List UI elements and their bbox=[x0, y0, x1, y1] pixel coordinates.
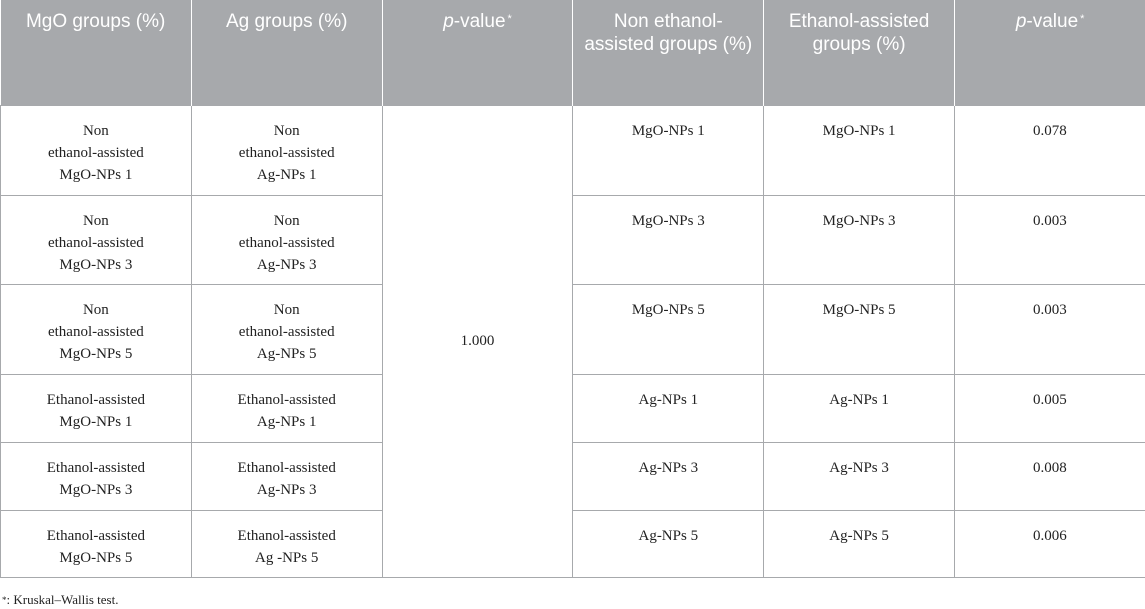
cell-mgo-group bbox=[1, 442, 192, 510]
table-row bbox=[1, 284, 1145, 374]
cell-p-value: 0.003 bbox=[954, 195, 1145, 284]
table-row bbox=[1, 442, 1145, 510]
cell-mgo-group-line: MgO-NPs 3 bbox=[59, 481, 133, 498]
cell-p-value: 0.006 bbox=[954, 510, 1145, 577]
header-p-sup: * bbox=[507, 13, 512, 25]
cell-mgo-group bbox=[1, 374, 192, 442]
cell-ag-group-line: Ag-NPs 3 bbox=[256, 256, 317, 273]
cell-ag-group-line: Ethanol-assisted bbox=[237, 391, 336, 408]
header-p-value-2 bbox=[954, 0, 1145, 105]
header-non-ethanol-groups bbox=[573, 0, 764, 105]
cell-p-value: 0.003 bbox=[954, 284, 1145, 374]
cell-mgo-group-line: Non bbox=[82, 301, 109, 318]
cell-p-value: 0.005 bbox=[954, 374, 1145, 442]
header-p-italic: p bbox=[443, 11, 454, 32]
cell-mgo-group bbox=[1, 510, 192, 577]
header-p2-text: -value bbox=[1026, 11, 1079, 32]
cell-ag-group-line: Ag-NPs 5 bbox=[256, 345, 317, 362]
cell-p-value: 0.008 bbox=[954, 442, 1145, 510]
cell-non-ethanol-group: MgO-NPs 5 bbox=[573, 284, 764, 374]
header-p2-sup: * bbox=[1080, 13, 1085, 25]
cell-mgo-group-line: Ethanol-assisted bbox=[46, 391, 146, 408]
cell-ag-group-line: Ag -NPs 5 bbox=[255, 549, 319, 566]
cell-ag-group-line: Ethanol-assisted bbox=[237, 459, 336, 476]
cell-non-ethanol-group: Ag-NPs 1 bbox=[573, 374, 764, 442]
table-row bbox=[1, 374, 1145, 442]
footnote-sup: * bbox=[2, 595, 7, 605]
table-row bbox=[1, 195, 1145, 284]
header-p-value-1 bbox=[382, 0, 573, 105]
cell-ag-group bbox=[191, 374, 382, 442]
cell-ag-group-line: Ag-NPs 3 bbox=[256, 481, 317, 498]
cell-mgo-group-line: MgO-NPs 5 bbox=[59, 549, 133, 566]
header-non-ethanol-text: Non ethanol-assisted groups (%) bbox=[584, 11, 753, 55]
cell-mgo-group-line: ethanol-assisted bbox=[47, 144, 144, 161]
cell-mgo-group-line: Non bbox=[82, 212, 109, 229]
cell-mgo-group-line: ethanol-assisted bbox=[47, 323, 144, 340]
header-mgo-groups-text: MgO groups (%) bbox=[25, 11, 166, 32]
cell-non-ethanol-group: MgO-NPs 1 bbox=[573, 105, 764, 195]
table-body bbox=[1, 105, 1145, 577]
header-ethanol-text: Ethanol-assisted groups (%) bbox=[788, 11, 930, 55]
cell-mgo-group-line: MgO-NPs 3 bbox=[59, 256, 133, 273]
cell-ag-group-line: Non bbox=[273, 212, 300, 229]
cell-ag-group bbox=[191, 105, 382, 195]
cell-mgo-group-line: Ethanol-assisted bbox=[46, 459, 146, 476]
cell-ag-group bbox=[191, 442, 382, 510]
cell-mgo-group bbox=[1, 284, 192, 374]
header-row bbox=[1, 0, 1145, 105]
footnote-text: : Kruskal–Wallis test. bbox=[6, 592, 119, 607]
cell-mgo-group-line: MgO-NPs 1 bbox=[59, 413, 133, 430]
cell-ag-group bbox=[191, 284, 382, 374]
cell-ag-group-line: Ag-NPs 1 bbox=[256, 166, 317, 183]
cell-non-ethanol-group: Ag-NPs 5 bbox=[573, 510, 764, 577]
table-footnote bbox=[2, 592, 118, 608]
cell-ag-group-line: ethanol-assisted bbox=[238, 144, 335, 161]
cell-ethanol-group: Ag-NPs 3 bbox=[764, 442, 955, 510]
cell-ethanol-group: Ag-NPs 1 bbox=[764, 374, 955, 442]
cell-ethanol-group: MgO-NPs 5 bbox=[764, 284, 955, 374]
cell-non-ethanol-group: Ag-NPs 3 bbox=[573, 442, 764, 510]
header-p2-italic: p bbox=[1015, 11, 1027, 32]
cell-p-value: 0.078 bbox=[954, 105, 1145, 195]
cell-non-ethanol-group: MgO-NPs 3 bbox=[573, 195, 764, 284]
cell-ag-group-line: Ethanol-assisted bbox=[237, 527, 336, 544]
cell-ag-group bbox=[191, 510, 382, 577]
cell-ethanol-group: Ag-NPs 5 bbox=[764, 510, 955, 577]
cell-mgo-group bbox=[1, 195, 192, 284]
cell-ag-group-line: Non bbox=[273, 301, 300, 318]
cell-ethanol-group: MgO-NPs 1 bbox=[764, 105, 955, 195]
cell-mgo-group-line: ethanol-assisted bbox=[47, 234, 144, 251]
cell-mgo-group-line: Non bbox=[82, 122, 109, 139]
header-ethanol-groups bbox=[764, 0, 955, 105]
cell-ag-group-line: ethanol-assisted bbox=[238, 234, 335, 251]
table-row bbox=[1, 105, 1145, 195]
header-ag-groups-text: Ag groups (%) bbox=[225, 11, 348, 32]
header-mgo-groups bbox=[1, 0, 192, 105]
cell-mgo-group bbox=[1, 105, 192, 195]
cell-ag-group-line: Non bbox=[273, 122, 300, 139]
header-ag-groups bbox=[191, 0, 382, 105]
cell-mgo-group-line: MgO-NPs 1 bbox=[59, 166, 133, 183]
table-row bbox=[1, 510, 1145, 577]
cell-mgo-group-line: MgO-NPs 5 bbox=[59, 345, 133, 362]
cell-ethanol-group: MgO-NPs 3 bbox=[764, 195, 955, 284]
cell-ag-group-line: ethanol-assisted bbox=[238, 323, 335, 340]
cell-pooled-p-value: 1.000 bbox=[382, 105, 573, 577]
header-p-text: -value bbox=[453, 11, 506, 32]
cell-ag-group-line: Ag-NPs 1 bbox=[256, 413, 317, 430]
cell-ag-group bbox=[191, 195, 382, 284]
cell-mgo-group-line: Ethanol-assisted bbox=[46, 527, 146, 544]
table-header bbox=[1, 0, 1145, 105]
